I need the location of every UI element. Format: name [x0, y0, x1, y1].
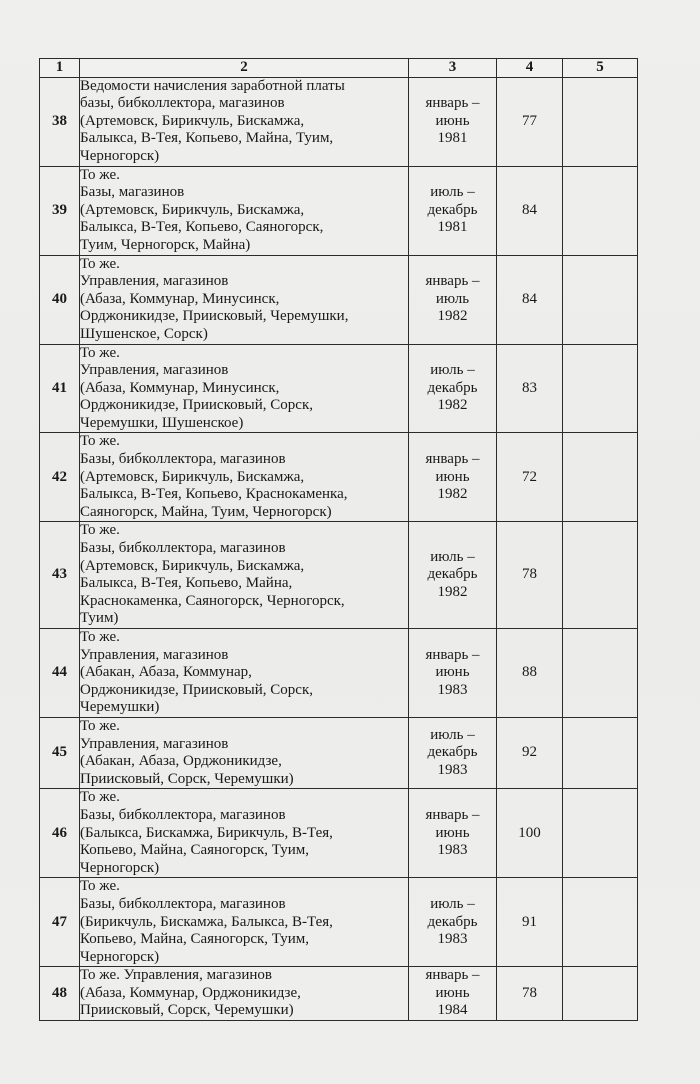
description-line: То же.	[80, 878, 120, 895]
table-header-row	[40, 59, 638, 78]
description-line: (Абаза, Коммунар, Орджоникидзе,	[80, 984, 301, 1001]
date-line: январь –	[425, 646, 480, 663]
description-line: Саяногорск, Майна, Туим, Черногорск)	[80, 503, 332, 520]
sheet-count: 100	[497, 789, 563, 878]
description-line: То же.	[80, 522, 120, 539]
sheet-count: 92	[497, 717, 563, 788]
description-line: Базы, бибколлектора, магазинов	[80, 540, 286, 557]
item-description	[80, 629, 409, 718]
description-line: То же.	[80, 344, 120, 361]
item-dates	[409, 878, 497, 967]
item-number: 41	[40, 344, 80, 433]
item-note	[563, 166, 638, 255]
table-row	[40, 878, 638, 967]
description-line: Орджоникидзе, Приисковый, Черемушки,	[80, 308, 349, 325]
description-line: (Абаза, Коммунар, Минусинск,	[80, 379, 280, 396]
description-line: Черемушки, Шушенское)	[80, 414, 244, 431]
item-number: 38	[40, 77, 80, 166]
item-note	[563, 433, 638, 522]
description-line: Черногорск)	[80, 147, 160, 164]
description-line: Балыкса, В-Тея, Копьево, Краснокаменка,	[80, 486, 348, 503]
column-header-4: 4	[497, 59, 563, 78]
date-line: 1983	[437, 931, 468, 948]
item-note	[563, 255, 638, 344]
description-line: Управления, магазинов	[80, 362, 229, 379]
description-line: (Абакан, Абаза, Орджоникидзе,	[80, 753, 282, 770]
item-note	[563, 717, 638, 788]
item-dates	[409, 522, 497, 629]
date-line: 1984	[437, 1002, 468, 1019]
date-line: январь –	[425, 273, 480, 290]
table-row	[40, 255, 638, 344]
description-line: То же.	[80, 433, 120, 450]
description-line: То же.	[80, 166, 120, 183]
item-note	[563, 789, 638, 878]
column-header-2: 2	[80, 59, 409, 78]
description-line: Черемушки)	[80, 699, 160, 716]
item-dates	[409, 967, 497, 1021]
description-line: То же.	[80, 717, 120, 734]
description-line: Копьево, Майна, Саяногорск, Туим,	[80, 931, 309, 948]
sheet-count: 91	[497, 878, 563, 967]
description-line: То же.	[80, 255, 120, 272]
sheet-count: 83	[497, 344, 563, 433]
item-description	[80, 878, 409, 967]
table-row	[40, 629, 638, 718]
description-line: Управления, магазинов	[80, 646, 229, 663]
description-line: (Артемовск, Бирикчуль, Бискамжа,	[80, 112, 305, 129]
inventory-table	[39, 58, 638, 1021]
item-dates	[409, 629, 497, 718]
description-line: Копьево, Майна, Саяногорск, Туим,	[80, 842, 309, 859]
item-note	[563, 629, 638, 718]
item-number: 40	[40, 255, 80, 344]
table-row	[40, 166, 638, 255]
description-line: Управления, магазинов	[80, 273, 229, 290]
table-row	[40, 789, 638, 878]
date-line: январь –	[425, 806, 480, 823]
item-dates	[409, 344, 497, 433]
item-description	[80, 166, 409, 255]
item-number: 39	[40, 166, 80, 255]
sheet-count: 77	[497, 77, 563, 166]
date-line: 1981	[437, 219, 468, 236]
description-line: То же.	[80, 629, 120, 645]
item-note	[563, 967, 638, 1021]
description-line: Шушенское, Сорск)	[80, 325, 208, 342]
sheet-count: 84	[497, 255, 563, 344]
date-line: январь –	[425, 967, 480, 984]
description-line: базы, бибколлектора, магазинов	[80, 95, 285, 112]
column-header-1: 1	[40, 59, 80, 78]
date-line: декабрь	[427, 201, 478, 218]
table-row	[40, 433, 638, 522]
description-line: Балыкса, В-Тея, Копьево, Саяногорск,	[80, 219, 324, 236]
item-number: 44	[40, 629, 80, 718]
item-number: 45	[40, 717, 80, 788]
date-line: 1981	[437, 130, 468, 147]
date-line: декабрь	[427, 379, 478, 396]
item-number: 47	[40, 878, 80, 967]
date-line: 1982	[437, 584, 468, 601]
item-dates	[409, 166, 497, 255]
date-line: 1983	[437, 761, 468, 778]
description-line: Туим)	[80, 610, 119, 627]
date-line: июнь	[435, 824, 470, 841]
item-dates	[409, 717, 497, 788]
item-number: 43	[40, 522, 80, 629]
item-dates	[409, 433, 497, 522]
date-line: 1982	[437, 397, 468, 414]
description-line: Базы, бибколлектора, магазинов	[80, 451, 286, 468]
date-line: июль –	[430, 726, 475, 743]
item-note	[563, 522, 638, 629]
description-line: (Бирикчуль, Бискамжа, Балыкса, В-Тея,	[80, 913, 333, 930]
description-line: Ведомости начисления заработной платы	[80, 77, 345, 94]
description-line: Управления, магазинов	[80, 735, 229, 752]
item-dates	[409, 255, 497, 344]
date-line: январь –	[425, 451, 480, 468]
date-line: декабрь	[427, 744, 478, 761]
description-line: (Балыкса, Бискамжа, Бирикчуль, В-Тея,	[80, 824, 333, 841]
column-header-5: 5	[563, 59, 638, 78]
description-line: Черногорск)	[80, 948, 160, 965]
description-line: Орджоникидзе, Приисковый, Сорск,	[80, 681, 313, 698]
description-line: Балыкса, В-Тея, Копьево, Майна, Туим,	[80, 130, 334, 147]
description-line: Туим, Черногорск, Майна)	[80, 236, 251, 253]
date-line: июль –	[430, 362, 475, 379]
item-note	[563, 878, 638, 967]
table-row	[40, 717, 638, 788]
description-line: (Артемовск, Бирикчуль, Бискамжа,	[80, 468, 305, 485]
table-row	[40, 344, 638, 433]
date-line: 1983	[437, 681, 468, 698]
description-line: (Абаза, Коммунар, Минусинск,	[80, 290, 280, 307]
sheet-count: 78	[497, 522, 563, 629]
description-line: Базы, бибколлектора, магазинов	[80, 895, 286, 912]
date-line: июнь	[435, 664, 470, 681]
description-line: Орджоникидзе, Приисковый, Сорск,	[80, 397, 313, 414]
date-line: июль –	[430, 548, 475, 565]
item-dates	[409, 77, 497, 166]
item-description	[80, 433, 409, 522]
sheet-count: 88	[497, 629, 563, 718]
date-line: декабрь	[427, 566, 478, 583]
item-number: 48	[40, 967, 80, 1021]
date-line: 1982	[437, 308, 468, 325]
table-row	[40, 522, 638, 629]
item-note	[563, 344, 638, 433]
date-line: 1982	[437, 486, 468, 503]
item-description	[80, 255, 409, 344]
column-header-3: 3	[409, 59, 497, 78]
date-line: июль	[435, 290, 470, 307]
sheet-count: 84	[497, 166, 563, 255]
description-line: Балыкса, В-Тея, Копьево, Майна,	[80, 575, 293, 592]
description-line: То же.	[80, 789, 120, 806]
description-line: Черногорск)	[80, 859, 160, 876]
item-description	[80, 344, 409, 433]
description-line: Краснокаменка, Саяногорск, Черногорск,	[80, 592, 345, 609]
description-line: (Артемовск, Бирикчуль, Бискамжа,	[80, 201, 305, 218]
item-description	[80, 789, 409, 878]
table-row	[40, 967, 638, 1021]
description-line: Приисковый, Сорск, Черемушки)	[80, 770, 294, 787]
description-line: (Артемовск, Бирикчуль, Бискамжа,	[80, 557, 305, 574]
item-note	[563, 77, 638, 166]
item-number: 42	[40, 433, 80, 522]
date-line: июнь	[435, 112, 470, 129]
date-line: июль –	[430, 184, 475, 201]
item-description	[80, 717, 409, 788]
date-line: июль –	[430, 895, 475, 912]
description-line: Приисковый, Сорск, Черемушки)	[80, 1002, 294, 1019]
description-line: То же. Управления, магазинов	[80, 967, 272, 984]
item-dates	[409, 789, 497, 878]
description-line: Базы, магазинов	[80, 184, 185, 201]
table-body	[40, 77, 638, 1020]
item-description	[80, 967, 409, 1021]
date-line: июнь	[435, 468, 470, 485]
sheet-count: 72	[497, 433, 563, 522]
date-line: декабрь	[427, 913, 478, 930]
item-description	[80, 522, 409, 629]
item-description	[80, 77, 409, 166]
table-row	[40, 77, 638, 166]
description-line: (Абакан, Абаза, Коммунар,	[80, 664, 252, 681]
item-number: 46	[40, 789, 80, 878]
description-line: Базы, бибколлектора, магазинов	[80, 806, 286, 823]
date-line: июнь	[435, 984, 470, 1001]
sheet-count: 78	[497, 967, 563, 1021]
date-line: 1983	[437, 842, 468, 859]
date-line: январь –	[425, 95, 480, 112]
